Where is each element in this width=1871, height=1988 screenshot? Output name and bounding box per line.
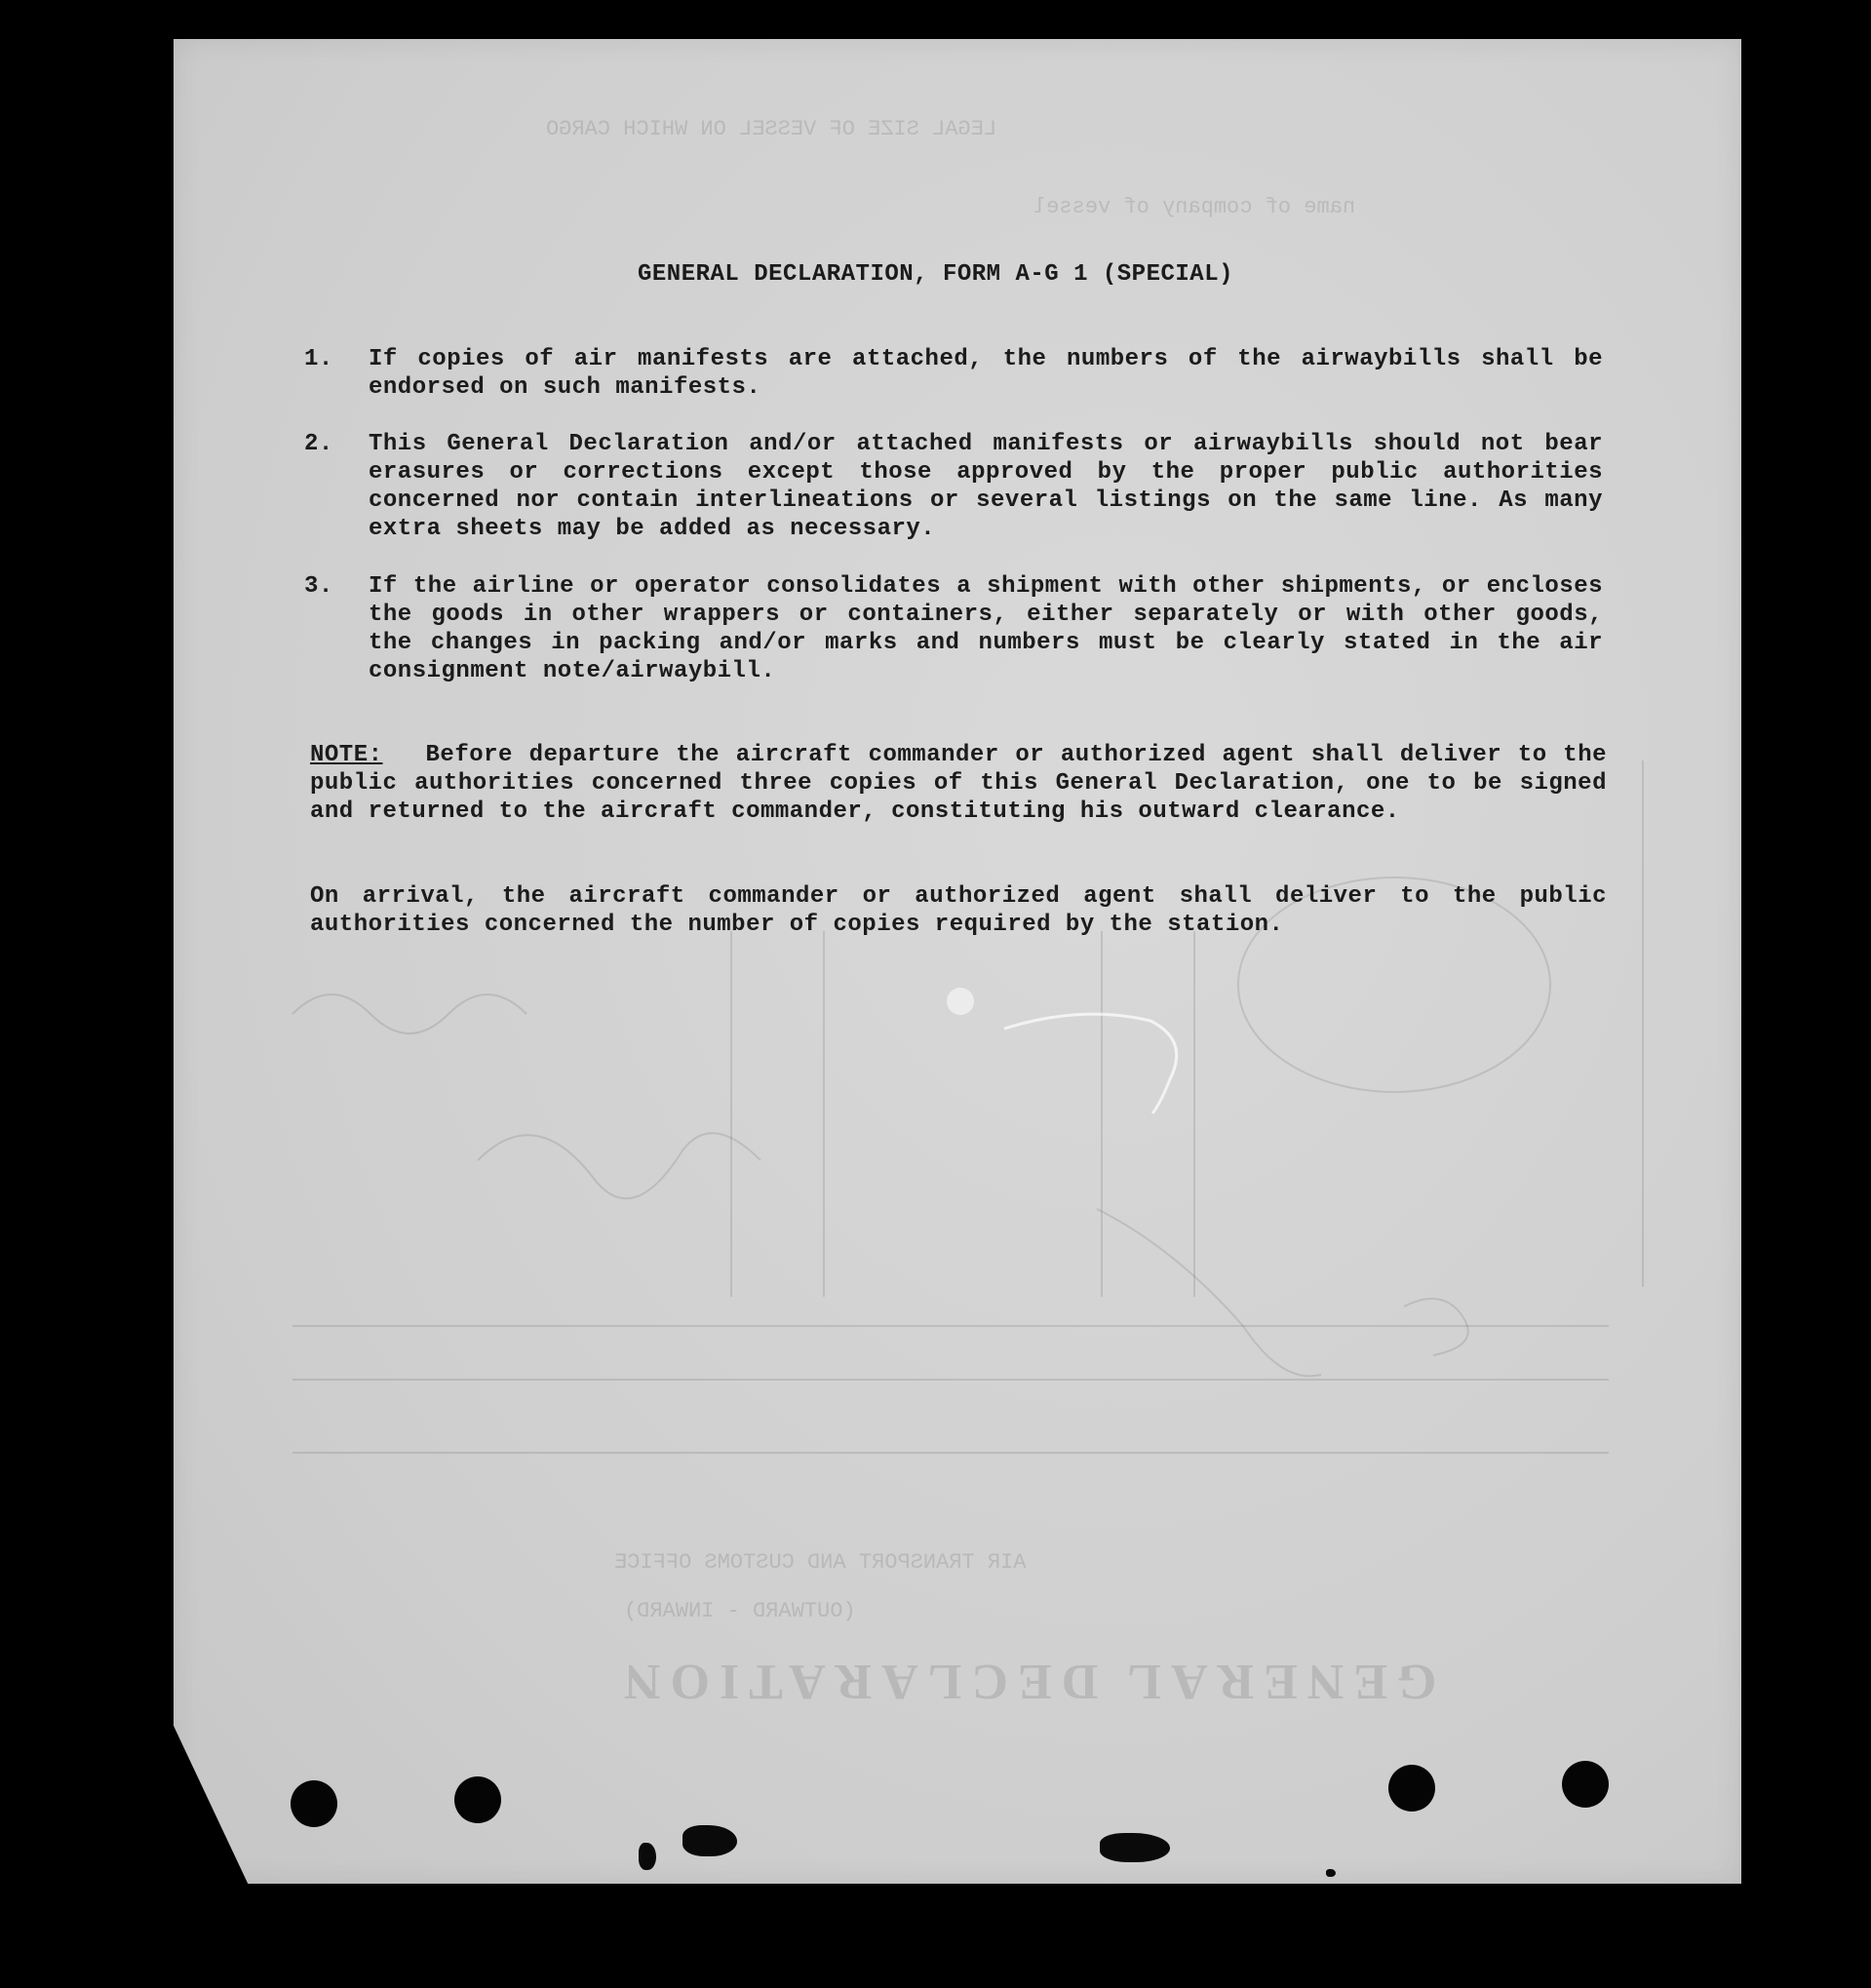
arrival-paragraph: On arrival, the aircraft commander or authorized agent shall deliver to the public authorities concerned the number of copies required by the station. (310, 883, 1607, 938)
show-through-text: name of company of vessel (1033, 195, 1356, 219)
item-number: 2. (304, 431, 333, 457)
item-text: This General Declaration and/or attached manifests or airwaybills should not bear erasures or corrections except those approved by the proper public authorities concerned nor contain interlineations or several listings on the same line. As many extra sheets may be added as necessary. (369, 431, 1603, 542)
item-text: If copies of air manifests are attached, the numbers of the airwaybills shall be endorsed on such manifests. (369, 346, 1603, 401)
paper-tear (1100, 1833, 1170, 1862)
paper-tear (682, 1825, 737, 1856)
punch-hole (291, 1780, 337, 1827)
item-number: 1. (304, 346, 333, 372)
paper-tear (639, 1843, 656, 1870)
show-through-text: AIR TRANSPORT AND CUSTOMS OFFICE (614, 1550, 1027, 1575)
paper-tear (1326, 1869, 1336, 1877)
show-through-heading: GENERAL DECLARATION (614, 1654, 1437, 1709)
list-item (304, 430, 1603, 543)
show-through-text: (OUTWARD - INWARD) (624, 1599, 856, 1623)
punch-hole (454, 1776, 501, 1823)
list-item (304, 572, 1603, 685)
item-text: If the airline or operator consolidates a shipment with other shipments, or encloses the goods in other wrappers or containers, either separately or with other goods, the changes in packing and/or marks and numbers must be clearly stated in the air consignment note/airwaybill. (369, 573, 1603, 684)
note-label: NOTE: (310, 742, 383, 768)
show-through-text: LEGAL SIZE OF VESSEL ON WHICH CARGO (546, 117, 997, 141)
item-number: 3. (304, 573, 333, 600)
torn-corner (174, 1726, 252, 1891)
page-title: GENERAL DECLARATION, FORM A-G 1 (SPECIAL) (638, 261, 1233, 288)
list-item (304, 345, 1603, 402)
punch-hole (1388, 1765, 1435, 1812)
note-text: Before departure the aircraft commander or authorized agent shall deliver to the public authorities concerned three copies of this General Declaration, one to be signed and returned to the aircraft commander, constituting his outward clearance. (310, 742, 1607, 825)
note-paragraph (310, 741, 1607, 826)
punch-hole (1562, 1761, 1609, 1808)
